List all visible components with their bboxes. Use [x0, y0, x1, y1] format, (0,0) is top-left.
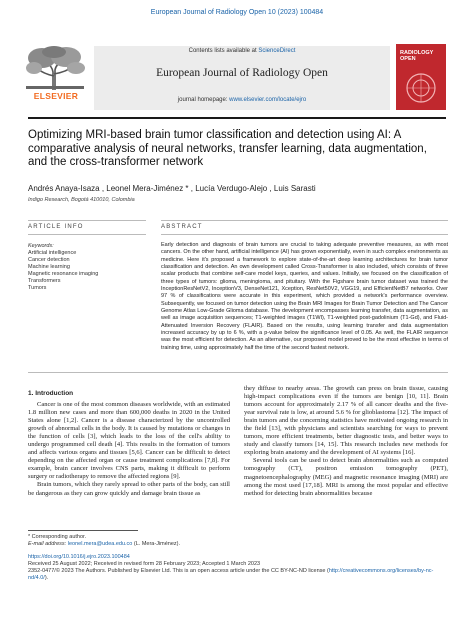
keyword-item: Transformers	[28, 278, 61, 285]
journal-title: European Journal of Radiology Open	[156, 67, 328, 79]
contents-line	[94, 48, 390, 54]
abstract-top-rule	[161, 220, 448, 221]
email-link[interactable]: leonel.mera@udea.edu.co	[67, 541, 133, 547]
corresponding-author-note: * Corresponding author.	[28, 534, 87, 540]
publisher-name: ELSEVIER	[33, 91, 79, 101]
license-suffix: ).	[44, 575, 49, 581]
email-line	[28, 541, 448, 548]
introduction-left-column	[28, 401, 230, 498]
email-suffix: (L. Mera-Jiménez).	[132, 541, 181, 547]
abstract-heading: ABSTRACT	[161, 224, 203, 230]
abstract-text: Early detection and diagnosis of brain tumors are crucial to taking adequate preventive measures, as with most cancers. On the other hand, artificial intelligence (AI) has grown exponentially, even in such complex environments as medicine. Here it's proposed a framework to explore state-of-the-art deep learning architectures for brain tumor classification and detection. An own development called Cross-Transformer is also included, which consists of three scalar products that combine self-care model keys, queries, and values. Initially, we focused on the classification of three types of tumors: glioma, meningioma, and pituitary. With the Figshare brain tumor dataset was trained the InceptionResNetV2, InceptionV3, DenseNet121, Xception, ResNet50V2, VGG19, and EfficientNetB7 networks. Over 97 % of classifications were accurate in this experiment, which provided a network's performance overview. Subsequently, we focused on tumor detection using the Brain MRI Images for Brain Tumor Detection and The Cancer Genome Atlas Low-Grade Glioma database. The development encompasses learning transfer, data augmentation, as well as image acquisition sequences; T1-weighted images (T1WI), T1-weighted post-gadolinium (T1-Gd), and Fluid-Attenuated Inversion Recovery (FLAIR). Based on the results, using learning transfer and data augmentation increased accuracy by up to 6 %, with a p-value below the significance level of 0.05. As well, the FLAIR sequence was the most efficient for detection. As an alternative, our proposed model proved to be the most effective in terms of training time, using approximately half the time of the second fastest network.	[161, 242, 448, 351]
sciencedirect-link[interactable]: ScienceDirect	[258, 48, 296, 54]
keyword-item: Cancer detection	[28, 257, 70, 264]
keyword-item: Tumors	[28, 285, 47, 292]
abstract-bottom-rule	[28, 372, 448, 373]
abstract-rule	[161, 234, 448, 235]
paragraph: they diffuse to nearby areas. The growth can press on brain tissue, causing high-impact complications even if the tumors are benign [10, 11]. Brain tumors account for approximately 2.17 % of all cancer deaths and the five-year survival rate is low, at around 5.6 % for glioblastoma [12]. The impact of brain tumors and the concerning statistics have motivated ongoing research in the field [13], with physicians and scientists searching for ways to prevent tumors, more efficient treatments, better diagnostic tests, and better ways to study and classify tumors [14, 15]. This research includes new methods for exploring brain anatomy and the development of AI systems [16].	[244, 385, 448, 457]
article-info-heading: ARTICLE INFO	[28, 224, 84, 230]
license-link[interactable]: http://creativecommons.org/licenses/by-nc-nd/4.0/	[28, 568, 434, 581]
running-head: European Journal of Radiology Open 10 (2023) 100484	[150, 9, 324, 16]
cover-graphic-icon	[402, 70, 440, 106]
homepage-prefix: journal homepage:	[177, 97, 230, 103]
keyword-item: Artificial intelligence	[28, 250, 77, 256]
paragraph: Several tools can be used to detect brain abnormalities such as computed tomography (CT), positron emission tomography (PET), magnetoencephalography (MEG) and magnetic resonance imaging (MRI) are among the most used [17,18]. MRI is among the most popular and effective method for detecting brain abnormalities because	[244, 457, 448, 497]
homepage-link[interactable]: www.elsevier.com/locate/ejro	[229, 97, 307, 103]
article-info-rule	[28, 234, 146, 235]
paragraph: Brain tumors, which they rarely spread to other parts of the body, can still be dangerous as they can grow quickly and damage brain tissue as	[28, 481, 230, 497]
author-list: Andrés Anaya-Isaza , Leonel Mera-Jiménez * , Lucía Verdugo-Alejo , Luis Sarasti	[28, 184, 316, 193]
journal-cover-thumbnail	[396, 44, 446, 110]
affiliation: Indigo Research, Bogotá 410010, Colombia	[28, 197, 135, 203]
license-line	[28, 568, 448, 582]
keyword-item: Machine learning	[28, 264, 70, 271]
homepage-line	[94, 97, 390, 103]
contents-prefix: Contents lists available at	[188, 48, 259, 54]
cover-text: RADIOLOGY OPEN	[400, 50, 434, 62]
footnote-rule	[28, 530, 138, 531]
keyword-item: Magnetic resonance imaging	[28, 271, 99, 278]
keywords-label: Keywords:	[28, 243, 54, 249]
article-title: Optimizing MRI-based brain tumor classification and detection using AI: A comparative analysis of neural networks, transfer learning, data augmentation, and the cross-transformer network	[28, 129, 427, 168]
footnotes	[28, 534, 448, 582]
license-prefix: 2352-0477/© 2023 The Authors. Published by Elsevier Ltd. This is an open access article under the CC BY-NC-ND license (	[28, 568, 329, 574]
article-info-top-rule	[28, 220, 146, 221]
introduction-right-column	[244, 385, 448, 498]
doi-link[interactable]: https://doi.org/10.1016/j.ejro.2023.100484	[28, 554, 130, 560]
paragraph: Cancer is one of the most common diseases worldwide, with an estimated 1.8 million new cases and more than 600,000 deaths in 2020 in the United States alone [1,2]. Cancer is a disease characterized by the uncontrolled growth of abnormal cells in the body. It is caused by mutations or changes in the function of cells [3], which leads to the loss of the cell's ability to undergo programmed cell death [4]. This results in the formation of tumors and affects various organs and tissues [5,6]. Cancer can be difficult to detect depending on the affected organ or cause treatment complications [7,8]. For example, brain cancer involves CNS parts, making it difficult to perform surgery or radiotherapy to remove the affected regions [9].	[28, 401, 230, 481]
dates-line: Received 25 August 2022; Received in revised form 28 February 2023; Accepted 1 March 2023	[28, 561, 261, 567]
email-label: E-mail address:	[28, 541, 68, 547]
keyword-list	[28, 250, 146, 293]
header-rule	[28, 117, 446, 119]
section-heading-introduction: 1. Introduction	[28, 390, 74, 397]
